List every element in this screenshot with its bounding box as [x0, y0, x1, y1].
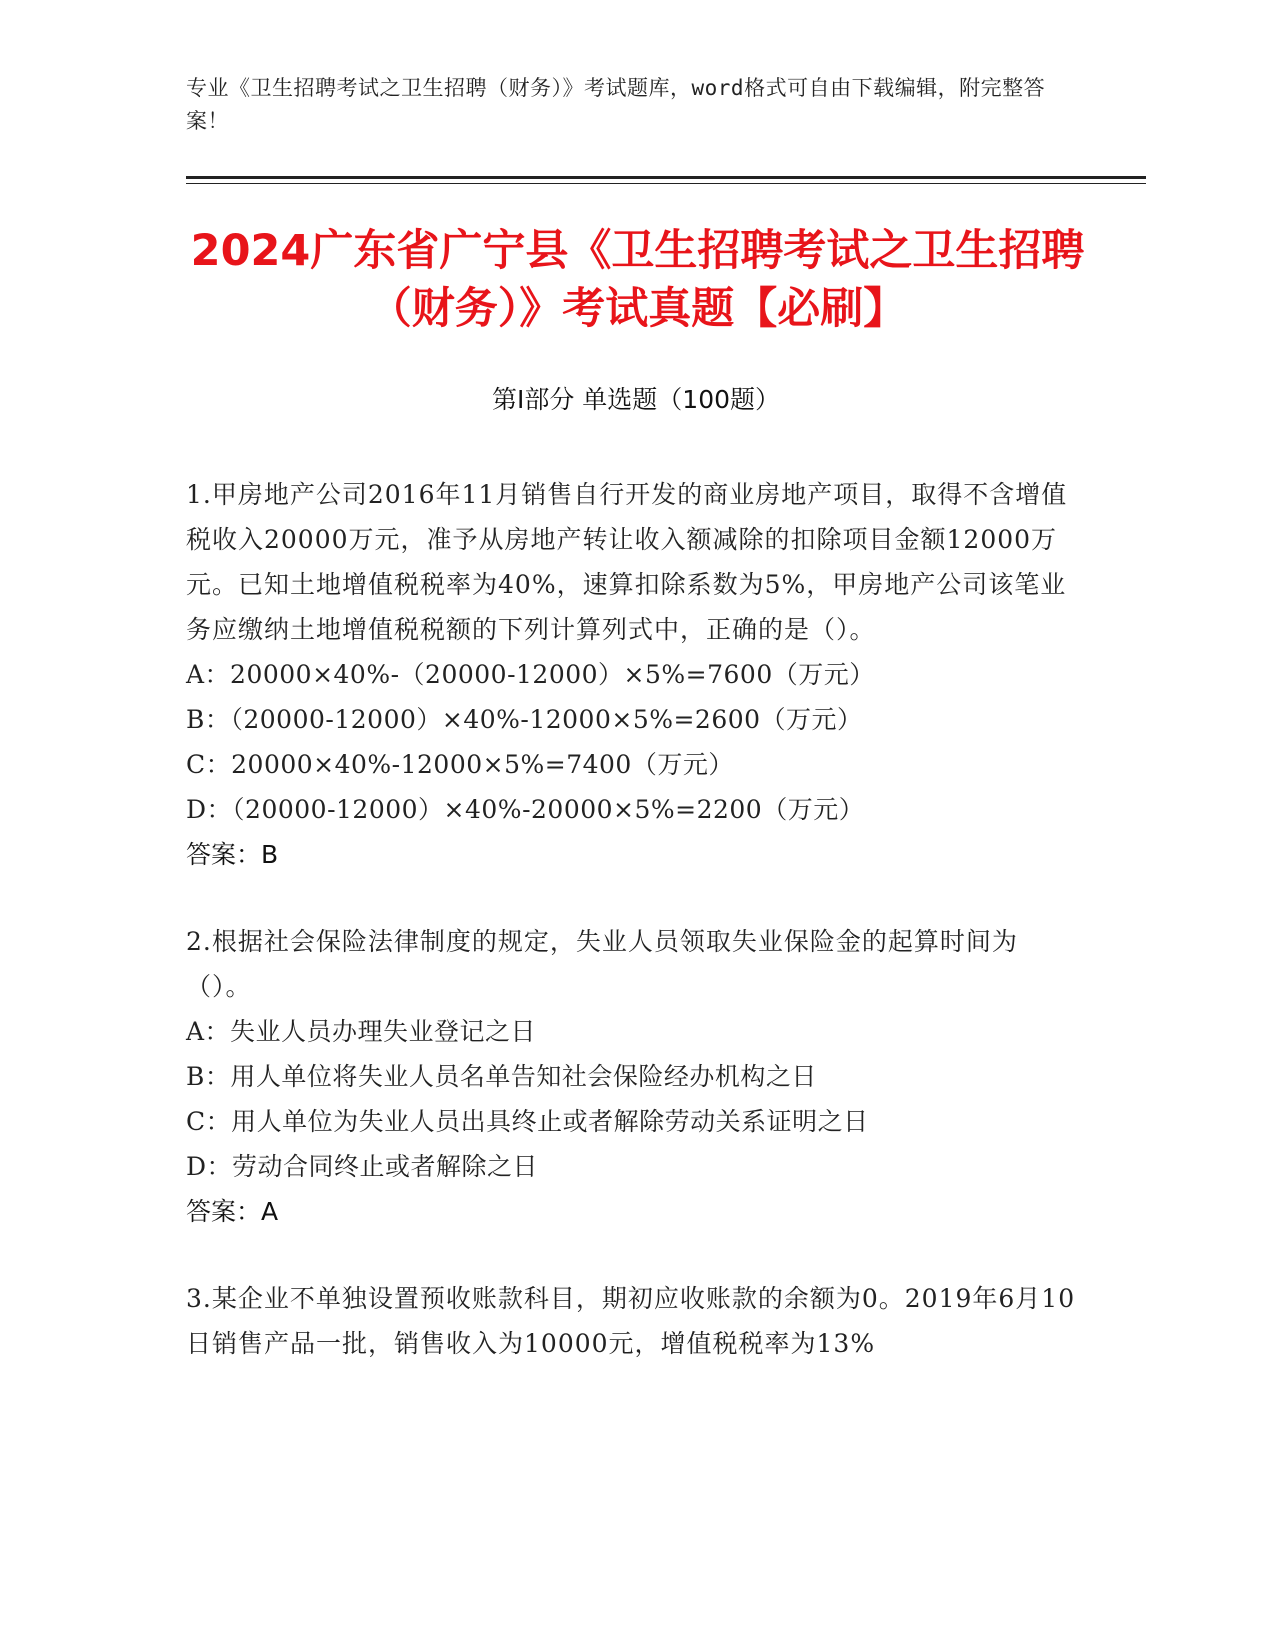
option-a: A：20000×40%-（20000-12000）×5%=7600（万元） [186, 660, 875, 689]
answer: 答案：B [186, 840, 279, 869]
question-2 [186, 919, 1081, 1234]
question-stem: 2.根据社会保险法律制度的规定，失业人员领取失业保险金的起算时间为（）。 [186, 927, 1018, 1001]
question-stem: 1.甲房地产公司2016年11月销售自行开发的商业房地产项目，取得不含增值税收入20000万元，准予从房地产转让收入额减除的扣除项目金额12000万元。已知土地增值税税率为40%，速算扣除系数为5%，甲房地产公司该笔业务应缴纳土地增值税税额的下列计算列式中，正确的是（）。 [186, 480, 1068, 644]
option-a: A：失业人员办理失业登记之日 [186, 1017, 537, 1046]
option-d: D：劳动合同终止或者解除之日 [186, 1152, 539, 1181]
option-d: D：（20000-12000）×40%-20000×5%=2200（万元） [186, 795, 865, 824]
header-divider-thin [186, 183, 1146, 184]
option-b: B：用人单位将失业人员名单告知社会保险经办机构之日 [186, 1062, 817, 1091]
question-stem: 3.某企业不单独设置预收账款科目，期初应收账款的余额为0。2019年6月10日销售产品一批，销售收入为10000元，增值税税率为13% [186, 1284, 1076, 1358]
section-title: 第I部分 单选题（100题） [491, 385, 781, 414]
option-c: C：20000×40%-12000×5%=7400（万元） [186, 750, 734, 779]
header-note: 专业《卫生招聘考试之卫生招聘（财务）》考试题库，word格式可自由下载编辑，附完整答案！ [186, 76, 1046, 133]
option-b: B：（20000-12000）×40%-12000×5%=2600（万元） [186, 705, 863, 734]
question-list [186, 472, 1081, 1408]
answer: 答案：A [186, 1197, 279, 1226]
option-c: C：用人单位为失业人员出具终止或者解除劳动关系证明之日 [186, 1107, 869, 1136]
question-3 [186, 1276, 1081, 1366]
document-title: 2024广东省广宁县《卫生招聘考试之卫生招聘（财务）》考试真题【必刷】 [190, 226, 1085, 334]
header-divider-thick [186, 176, 1146, 179]
question-1 [186, 472, 1081, 877]
